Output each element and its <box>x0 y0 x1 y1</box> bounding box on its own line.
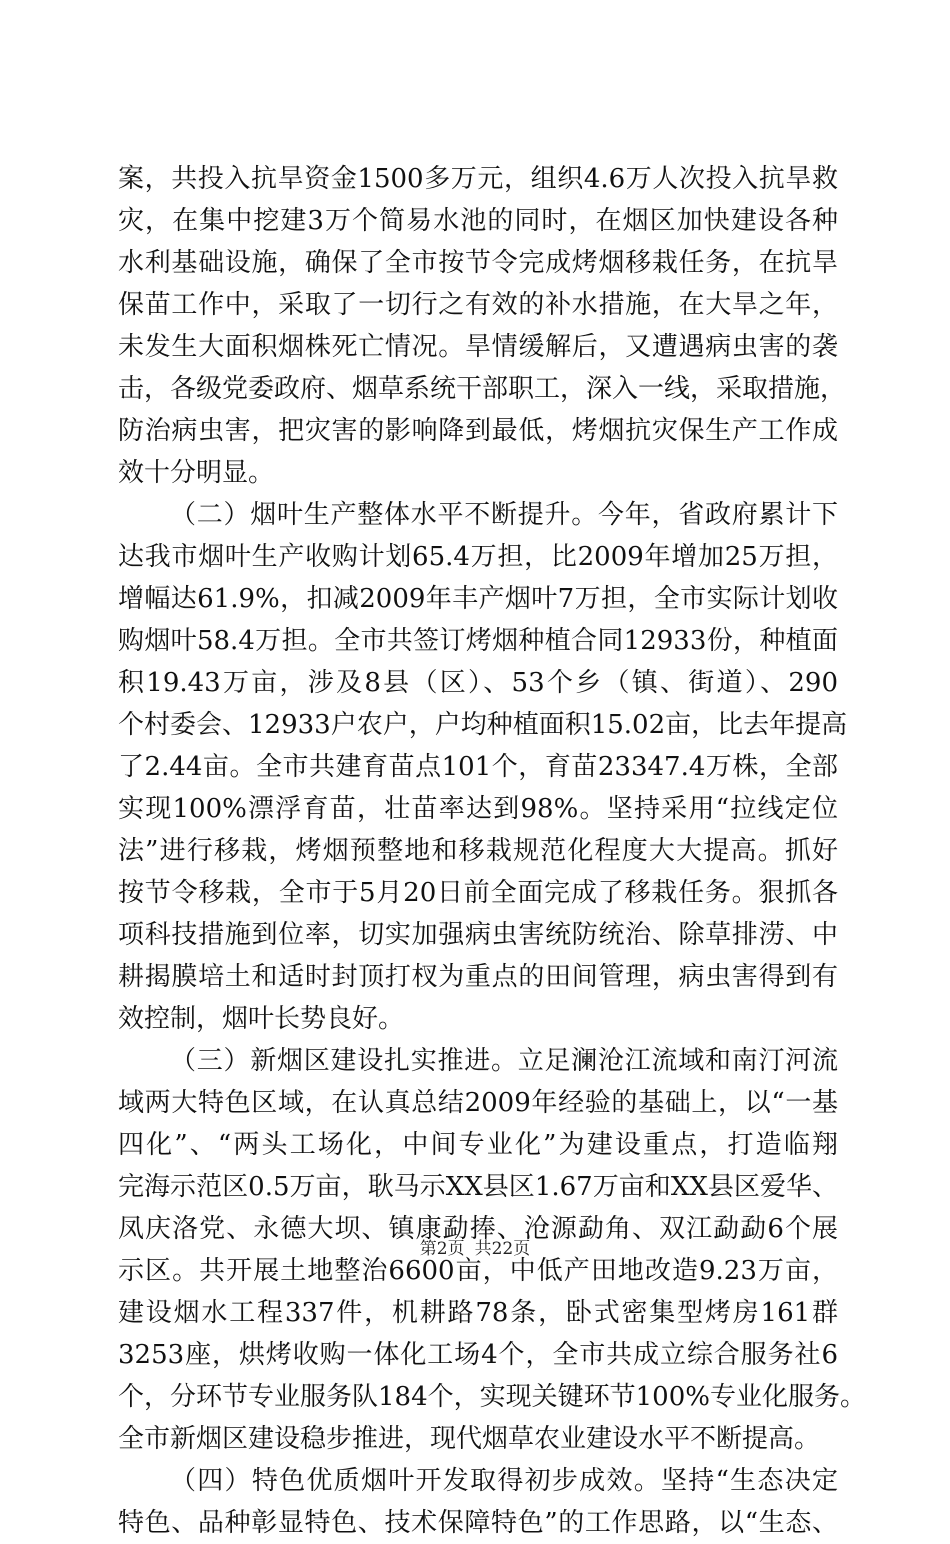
text-line: 灾，在集中挖建3万个简易水池的同时，在烟区加快建设各种 <box>118 206 838 236</box>
paragraph-heading-line: （三）新烟区建设扎实推进。立足澜沧江流域和南汀河流 <box>170 1046 838 1076</box>
body-text <box>118 158 866 1544</box>
text-line: 凤庆洛党、永德大坝、镇康勐捧、沧源勐角、双江勐勐6个展 <box>118 1214 838 1244</box>
paragraph-heading-line: （二）烟叶生产整体水平不断提升。今年，省政府累计下 <box>170 500 838 530</box>
text-line: 效控制，烟叶长势良好。 <box>118 1004 405 1034</box>
text-line: 3253座，烘烤收购一体化工场4个，全市共成立综合服务社6 <box>118 1340 838 1370</box>
text-line: 增幅达61.9%，扣减2009年丰产烟叶7万担，全市实际计划收 <box>118 584 838 614</box>
text-line: 法”进行移栽，烤烟预整地和移栽规范化程度大大提高。抓好 <box>118 836 838 866</box>
text-line: 按节令移栽，全市于5月20日前全面完成了移栽任务。狠抓各 <box>118 878 838 908</box>
text-line: 域两大特色区域，在认真总结2009年经验的基础上，以“一基 <box>118 1088 838 1118</box>
text-line: 全市新烟区建设稳步推进，现代烟草农业建设水平不断提高。 <box>118 1424 821 1454</box>
text-line: 击，各级党委政府、烟草系统干部职工，深入一线，采取措施， <box>118 374 847 404</box>
text-line: 积19.43万亩，涉及8县（区）、53个乡（镇、街道）、290 <box>118 668 838 698</box>
text-line: 保苗工作中，采取了一切行之有效的补水措施，在大旱之年， <box>118 290 838 320</box>
text-line: 四化”、“两头工场化，中间专业化”为建设重点，打造临翔 <box>118 1130 838 1160</box>
text-line: 案，共投入抗旱资金1500多万元，组织4.6万人次投入抗旱救 <box>118 164 838 194</box>
text-line: 购烟叶58.4万担。全市共签订烤烟种植合同12933份，种植面 <box>118 626 838 656</box>
text-line: 项科技措施到位率，切实加强病虫害统防统治、除草排涝、中 <box>118 920 838 950</box>
page-number: 第2页 <box>419 1239 465 1259</box>
text-line: 防治病虫害，把灾害的影响降到最低，烤烟抗灾保生产工作成 <box>118 416 838 446</box>
text-line: 未发生大面积烟株死亡情况。旱情缓解后，又遭遇病虫害的袭 <box>118 332 838 362</box>
page-footer <box>0 1237 950 1261</box>
text-line: 耕揭膜培土和适时封顶打杈为重点的田间管理，病虫害得到有 <box>118 962 838 992</box>
text-line: 水利基础设施，确保了全市按节令完成烤烟移栽任务，在抗旱 <box>118 248 838 278</box>
text-line: 实现100%漂浮育苗，壮苗率达到98%。坚持采用“拉线定位 <box>118 794 838 824</box>
text-line: 个，分环节专业服务队184个，实现关键环节100%专业化服务。 <box>118 1382 866 1412</box>
paragraph-heading-line: （四）特色优质烟叶开发取得初步成效。坚持“生态决定 <box>170 1466 838 1496</box>
text-line: 示区。共开展土地整治6600亩，中低产田地改造9.23万亩， <box>118 1256 838 1286</box>
text-line: 建设烟水工程337件，机耕路78条，卧式密集型烤房161群 <box>118 1298 838 1328</box>
text-line: 特色、品种彰显特色、技术保障特色”的工作思路，以“生态、 <box>118 1508 838 1538</box>
text-line: 达我市烟叶生产收购计划65.4万担，比2009年增加25万担， <box>118 542 838 572</box>
page-total: 共22页 <box>474 1239 531 1259</box>
text-line: 效十分明显。 <box>118 458 275 488</box>
text-line: 个村委会、12933户农户，户均种植面积15.02亩，比去年提高 <box>118 710 848 740</box>
text-line: 完海示范区0.5万亩，耿马示XX县区1.67万亩和XX县区爱华、 <box>118 1172 838 1202</box>
text-line: 了2.44亩。全市共建育苗点101个，育苗23347.4万株，全部 <box>118 752 838 782</box>
